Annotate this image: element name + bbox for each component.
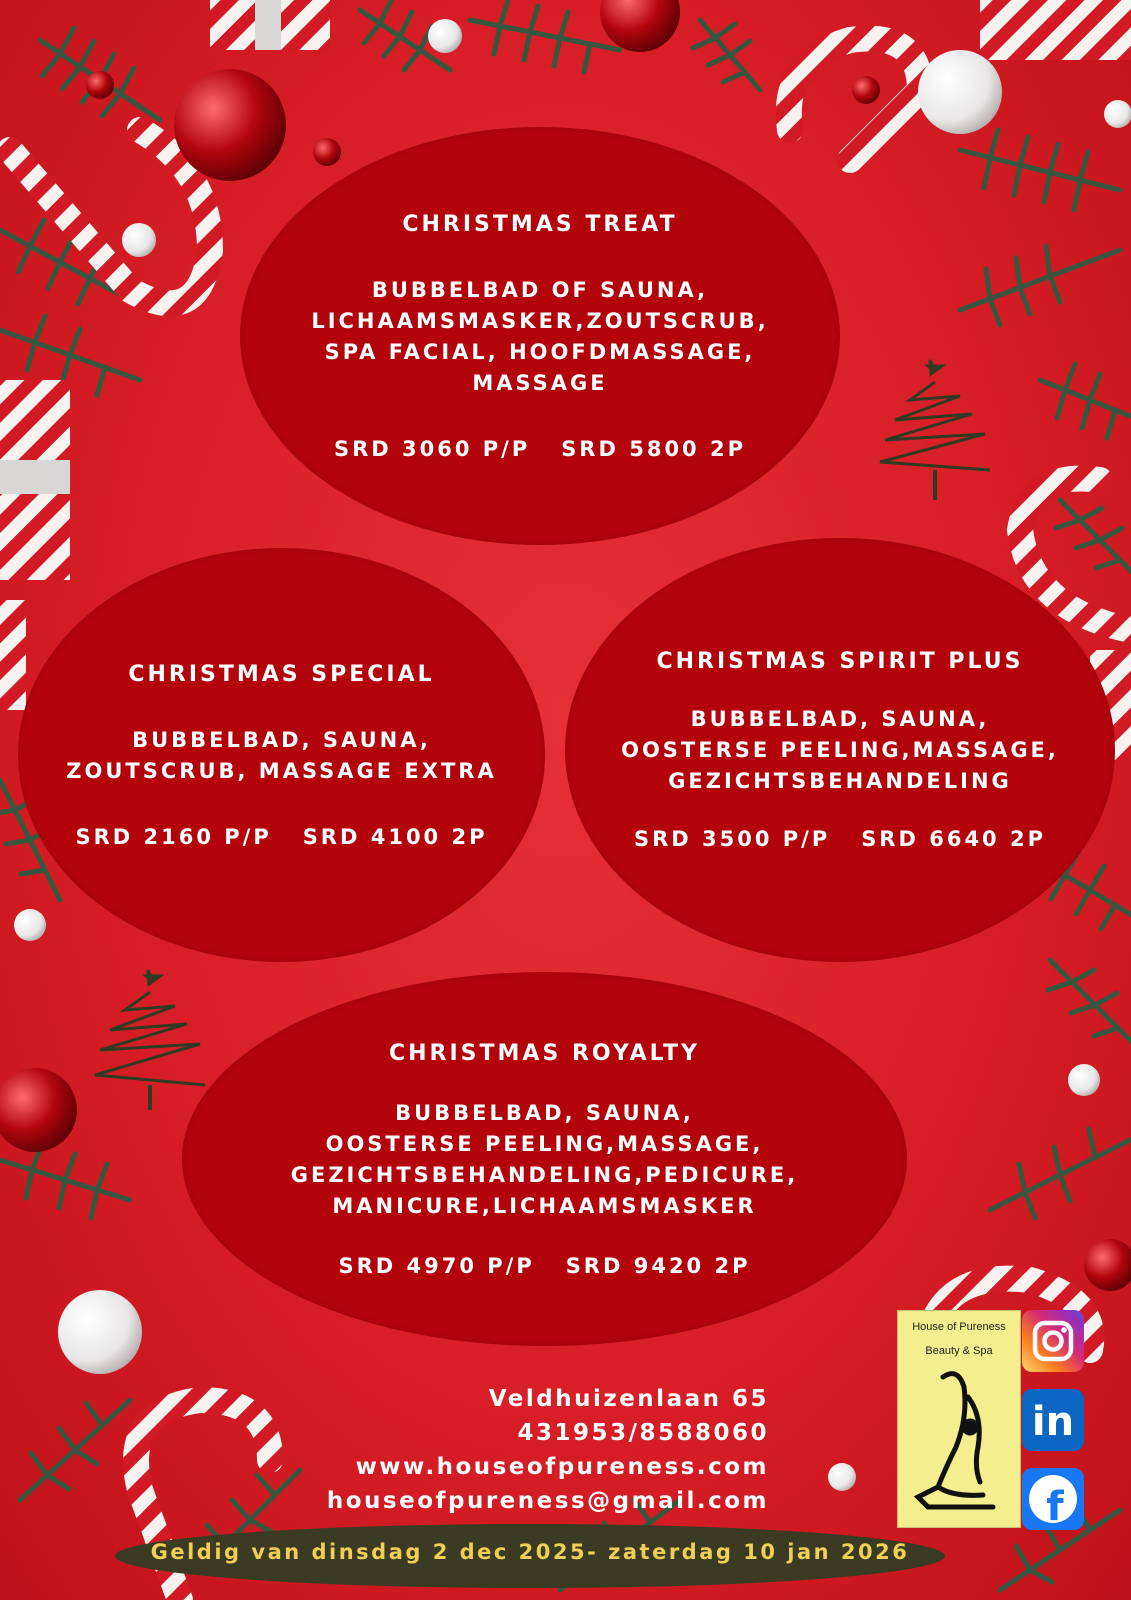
description-line: SPA FACIAL, HOOFDMASSAGE, (324, 339, 756, 364)
package-prices (76, 825, 488, 849)
package-title: CHRISTMAS SPECIAL (128, 661, 435, 687)
logo-line-2: Beauty & Spa (925, 1345, 993, 1357)
logo-line-1: House of Pureness (912, 1321, 1006, 1333)
package-title: CHRISTMAS ROYALTY (389, 1040, 700, 1066)
brand-logo (897, 1310, 1021, 1528)
description-line: MANICURE,LICHAAMSMASKER (332, 1193, 757, 1218)
description-line: BUBBELBAD, SAUNA, (395, 1100, 694, 1125)
package-christmas-spirit-plus (565, 538, 1115, 962)
price-per-person: SRD 3500 P/P (634, 827, 831, 851)
description-line: OOSTERSE PEELING,MASSAGE, (325, 1131, 764, 1156)
description-line: LICHAAMSMASKER,ZOUTSCRUB, (311, 308, 769, 333)
description-line: BUBBELBAD, SAUNA, (690, 707, 990, 731)
description-line: BUBBELBAD OF SAUNA, (371, 277, 709, 302)
package-christmas-treat (240, 127, 840, 545)
yoga-figure-icon (898, 1357, 1020, 1517)
package-title: CHRISTMAS TREAT (402, 211, 678, 237)
package-description (291, 1098, 799, 1222)
price-two-persons: SRD 4100 2P (302, 824, 488, 849)
instagram-icon[interactable] (1022, 1310, 1084, 1372)
price-two-persons: SRD 5800 2P (561, 436, 746, 461)
package-prices (334, 437, 746, 461)
description-line: GEZICHTSBEHANDELING (668, 769, 1012, 793)
price-two-persons: SRD 9420 2P (565, 1253, 751, 1278)
linkedin-label: in (1031, 1399, 1075, 1445)
email-link[interactable]: houseofpureness@gmail.com (326, 1488, 769, 1514)
description-line: OOSTERSE PEELING,MASSAGE, (621, 738, 1059, 762)
validity-text: Geldig van dinsdag 2 dec 2025- zaterdag 10 jan 2026 (150, 1540, 910, 1564)
price-per-person: SRD 3060 P/P (334, 436, 531, 461)
package-christmas-special (18, 548, 545, 962)
description-line: BUBBELBAD, SAUNA, (132, 727, 431, 752)
description-line: GEZICHTSBEHANDELING,PEDICURE, (290, 1162, 799, 1187)
package-prices (634, 827, 1046, 851)
package-description (311, 275, 768, 399)
facebook-label: f (1046, 1484, 1064, 1530)
phone-text: 431953/8588060 (517, 1420, 769, 1446)
price-two-persons: SRD 6640 2P (861, 827, 1046, 851)
package-description (621, 704, 1059, 797)
contact-info (327, 1382, 769, 1518)
price-per-person: SRD 2160 P/P (75, 824, 272, 849)
facebook-icon[interactable] (1022, 1468, 1084, 1530)
linkedin-icon[interactable] (1022, 1389, 1084, 1451)
package-description (66, 725, 496, 787)
website-link[interactable]: www.houseofpureness.com (355, 1454, 769, 1480)
price-per-person: SRD 4970 P/P (338, 1253, 535, 1278)
description-line: MASSAGE (472, 370, 608, 395)
description-line: ZOUTSCRUB, MASSAGE EXTRA (66, 758, 497, 783)
package-title: CHRISTMAS SPIRIT PLUS (656, 649, 1024, 674)
package-prices (339, 1254, 751, 1278)
address-text: Veldhuizenlaan 65 (488, 1386, 769, 1412)
package-christmas-royalty (182, 972, 907, 1346)
